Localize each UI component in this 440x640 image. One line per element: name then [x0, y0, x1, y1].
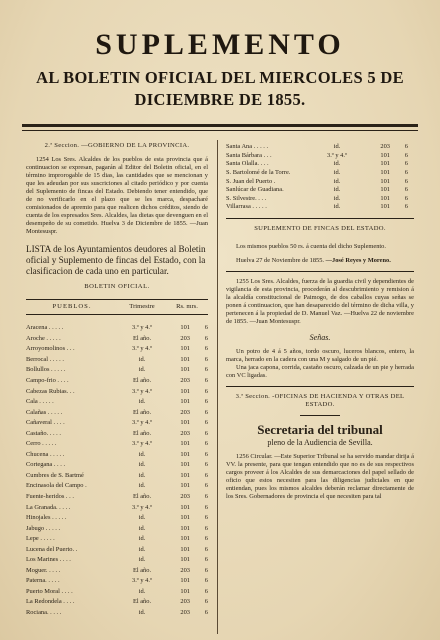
masthead-subtitle-line2: DICIEMBRE DE 1855. [134, 90, 306, 109]
cell-reales: 203 [180, 598, 190, 606]
cell-trimestre: El año. [132, 493, 152, 501]
cell-reales: 101 [180, 324, 190, 332]
senas-item-2: Una jaca capona, corrida, castaño oscuro, calzada de un pie y herrada con VC ligadas. [226, 363, 414, 379]
table-row [26, 471, 208, 482]
cell-reales: 203 [180, 493, 190, 501]
cell-trimestre: id. [138, 450, 146, 458]
cell-reales: 101 [380, 186, 390, 194]
cell-reales: 101 [180, 535, 190, 543]
cell-maravedis: 6 [204, 377, 208, 384]
cell-reales: 101 [380, 177, 390, 185]
cell-reales: 101 [180, 419, 190, 427]
cell-maravedis: 6 [404, 203, 408, 211]
table-row [26, 344, 208, 355]
table-row [26, 407, 208, 418]
cell-reales: 203 [380, 143, 390, 151]
cell-reales: 101 [180, 450, 190, 458]
cell-pueblo: Calañas . . . . . [26, 408, 63, 416]
cell-trimestre: id. [333, 203, 341, 211]
cell-pueblo: La Redondela . . . . [26, 598, 75, 606]
cell-pueblo: Sanlúcar de Guadiana. [226, 186, 284, 194]
cell-maravedis: 6 [404, 160, 408, 168]
fincas-header: SUPLEMENTO DE FINCAS DEL ESTADO. [254, 224, 386, 232]
cell-reales: 203 [180, 429, 190, 437]
table-row [26, 397, 208, 408]
cell-trimestre: 3.º y 4.º [327, 151, 347, 159]
cell-reales: 101 [180, 387, 190, 395]
cell-pueblo: Santa Olalla. . . . [226, 160, 269, 168]
cell-pueblo: Cumbres de S. Bartmé [26, 471, 84, 479]
col-head-reales: Rs. mrs. [176, 303, 198, 310]
cell-maravedis: 6 [204, 493, 208, 501]
cell-reales: 203 [180, 609, 190, 617]
cell-trimestre: id. [333, 186, 341, 194]
cell-pueblo: Bollullos . . . . . [26, 366, 66, 374]
divider [226, 386, 414, 387]
masthead [0, 0, 440, 110]
cell-pueblo: Los Marines . . . . [26, 556, 71, 564]
cell-pueblo: La Granada. . . . . [26, 503, 71, 511]
cell-maravedis: 6 [204, 450, 208, 458]
cell-reales: 101 [180, 524, 190, 532]
table-row [26, 376, 208, 387]
table-row [26, 323, 208, 334]
cell-reales: 101 [180, 366, 190, 374]
table-row [26, 597, 208, 608]
cell-trimestre: 3.º y 4.º [132, 577, 152, 585]
circular-1256: 1256 Circular. —Este Superior Tribunal se ha servido mandar dirija á VV. la presente, para que tengan entendido que no es de sus respectivos cargos proveer á los Alcaldes de sus demarcaciones del papel sellado de oficio que estos necesiten para las diligencias judiciales en que entiendan, pues los mismos alcaldes deberán reclamar directamente de los Sres. Gobernadores de provincia el que necesiten para tal [226, 452, 414, 500]
cell-trimestre: 3.º y 4.º [132, 503, 152, 511]
cell-pueblo: Chucena . . . . . [26, 450, 65, 458]
cell-reales: 101 [180, 545, 190, 553]
table-row [226, 203, 414, 212]
cell-pueblo: Lucena del Puerto. . [26, 545, 78, 553]
cell-maravedis: 6 [404, 151, 408, 159]
cell-maravedis: 6 [204, 345, 208, 353]
cell-trimestre: 3.º y 4.º [132, 345, 152, 353]
cell-maravedis: 6 [204, 503, 208, 511]
masthead-rule-thin [22, 130, 418, 131]
lista-title: LISTA de los Ayuntamientos deudores al Boletin oficial y Suplemento de fincas del Estado, con la clasificacion de cada uno en particular. [26, 244, 206, 276]
cell-maravedis: 6 [204, 482, 208, 490]
secretaria-title: Secretaria del tribunal [257, 421, 383, 437]
cell-reales: 101 [380, 203, 390, 211]
cell-pueblo: Puerto Moral . . . . [26, 587, 73, 595]
fincas-signature [226, 257, 414, 265]
column-divider [217, 140, 218, 634]
table-row [26, 355, 208, 366]
right-column [226, 140, 414, 640]
section-header-gobierno: 2.ª Seccion. —GOBIERNO DE LA PROVINCIA. [44, 142, 190, 149]
cell-trimestre: id. [138, 535, 146, 543]
cell-maravedis: 6 [204, 535, 208, 543]
masthead-title: SUPLEMENTO [95, 28, 345, 61]
cell-reales: 101 [180, 471, 190, 479]
cell-pueblo: Moguer. . . . . [26, 566, 61, 574]
cell-pueblo: Berrocal . . . . . [26, 355, 64, 363]
table-row [26, 492, 208, 503]
table-row [26, 576, 208, 587]
cell-reales: 101 [180, 577, 190, 585]
cell-reales: 101 [380, 151, 390, 159]
cell-maravedis: 6 [404, 177, 408, 185]
cell-maravedis: 6 [204, 408, 208, 416]
cell-reales: 203 [180, 566, 190, 574]
notice-1255: 1255 Los Sres. Alcaldes, fuerza de la guardia civil y dependientes de vigilancia de esta provincia, procederán al descubrimiento y remision á la alcaldía constitucional de Paimogo, de dos caballos cuyas señas se ponen á continuacion, que han desaparecido del término de dicha villa, y pertenecen á la propiedad de D. Manuel Vaz. —Huelva 22 de noviembre de 1855. —Juan Montesuspr. [226, 277, 414, 325]
table-row [226, 143, 414, 152]
cell-pueblo: Villarrasa . . . . . [226, 203, 267, 211]
cell-maravedis: 6 [204, 598, 208, 606]
cell-maravedis: 6 [204, 355, 208, 363]
cell-reales: 101 [180, 514, 190, 522]
col-head-trimestre: Trimestre [129, 303, 155, 310]
cell-reales: 101 [180, 556, 190, 564]
cell-reales: 101 [180, 461, 190, 469]
cell-trimestre: id. [138, 609, 146, 617]
cell-maravedis: 6 [204, 587, 208, 595]
senas-item-1: Un potro de 4 á 5 años, tordo oscuro, luceros blancos, entero, la marca, herrado en la cadera con una M y salgado de un pié. [226, 347, 414, 363]
cell-pueblo: Arroyomolinos . . . [26, 345, 75, 353]
cell-maravedis: 6 [204, 398, 208, 406]
cell-pueblo: Cabezas Rubias. . . [26, 387, 75, 395]
cell-trimestre: id. [138, 355, 146, 363]
cell-pueblo: Cortegana . . . . [26, 461, 66, 469]
cell-reales: 101 [180, 398, 190, 406]
table-row [26, 428, 208, 439]
cell-trimestre: id. [138, 545, 146, 553]
cell-trimestre: id. [333, 143, 341, 151]
table-row [26, 513, 208, 524]
table-row [26, 544, 208, 555]
section3-header: 3.ª Seccion. -OFICINAS DE HACIENDA Y OTRAS DEL ESTADO. [235, 392, 405, 408]
cell-pueblo: Hinojales . . . . . [26, 514, 67, 522]
cell-maravedis: 6 [204, 545, 208, 553]
masthead-subtitle-line1: AL BOLETIN OFICIAL DEL MIERCOLES 5 DE [36, 68, 404, 87]
cell-maravedis: 6 [204, 440, 208, 448]
table-header [26, 299, 208, 315]
cell-reales: 101 [180, 587, 190, 595]
cell-trimestre: id. [138, 482, 146, 490]
cell-reales: 101 [180, 503, 190, 511]
fincas-sign-text: Huelva 27 de Noviembre de 1855. [236, 256, 325, 264]
fincas-text: Los mismos pueblos 50 rs. á cuenta del dicho Suplemento. [236, 242, 386, 250]
secretaria-subtitle: pleno de la Audiencia de Sevilla. [267, 437, 373, 447]
table-row [226, 186, 414, 195]
notice-1254: 1254 Los Sres. Alcaldes de los pueblos de esta provincia que á continuacion se expresan, pagarán al Editor del Boletin oficial, en el término improrogable de 15 dias, las cantidades que se mencionan y que les adeudan por sus suscriciones al citado periódico y por cuenta del Suplemento de fincas del Estado. Debiendo tener entendido, que de no verificarlo en el plazo que se les marca, despacharé comisionados de apremio para que realicen dichos créditos, siendo de cuenta de los espresados Sres. Alcaldes, las dietas que devenguen en el desempeño de su cometido. Huelva 3 de Diciembre de 1855. —Juan Montesuspr. [26, 156, 208, 235]
table-row [26, 608, 208, 619]
cell-maravedis: 6 [204, 566, 208, 574]
cell-trimestre: El año. [132, 566, 152, 574]
cell-pueblo: Campo-frio . . . . [26, 377, 69, 384]
cell-pueblo: Encinasola del Campo . [26, 482, 87, 490]
table-row [26, 386, 208, 397]
cell-pueblo: Paterna. . . . . [26, 577, 60, 585]
table-row [226, 169, 414, 178]
cell-maravedis: 6 [204, 461, 208, 469]
table-row [26, 587, 208, 598]
masthead-rule-thick [22, 124, 418, 127]
cell-reales: 203 [180, 377, 190, 384]
cell-maravedis: 6 [404, 143, 408, 151]
cell-reales: 101 [380, 169, 390, 177]
table-row [26, 334, 208, 345]
cell-pueblo: Cañaveral . . . . [26, 419, 65, 427]
cell-maravedis: 6 [204, 324, 208, 332]
cell-maravedis: 6 [204, 387, 208, 395]
table-row [226, 152, 414, 161]
divider [226, 218, 414, 219]
cell-pueblo: Jabugo . . . . . [26, 524, 61, 532]
cell-maravedis: 6 [204, 524, 208, 532]
cell-maravedis: 6 [404, 169, 408, 177]
cell-maravedis: 6 [204, 366, 208, 374]
cell-pueblo: S. Silvestre. . . . [226, 194, 267, 202]
col-head-pueblos: PUEBLOS. [52, 303, 92, 310]
cell-maravedis: 6 [404, 186, 408, 194]
left-column [26, 140, 208, 640]
cell-reales: 101 [180, 482, 190, 490]
cell-trimestre: id. [138, 514, 146, 522]
divider-short [300, 415, 340, 416]
table-row [226, 160, 414, 169]
table-row [26, 555, 208, 566]
cell-maravedis: 6 [204, 429, 208, 437]
divider [226, 271, 414, 272]
cell-reales: 101 [180, 355, 190, 363]
cell-pueblo: Santa Bárbara . . . [226, 151, 272, 159]
cell-maravedis: 6 [204, 514, 208, 522]
fincas-sign-name: —José Reyes y Moreno. [325, 256, 391, 264]
cell-trimestre: id. [138, 461, 146, 469]
table-row [26, 418, 208, 429]
cell-trimestre: id. [333, 169, 341, 177]
senas-title: Señas. [309, 332, 331, 342]
cell-pueblo: Cerro . . . . . [26, 440, 57, 448]
cell-trimestre: id. [138, 524, 146, 532]
table-row [26, 523, 208, 534]
cell-pueblo: S. Juan del Puerto . [226, 177, 276, 185]
table-row [26, 450, 208, 461]
cell-pueblo: Castaño. . . . . [26, 429, 61, 437]
cell-pueblo: Santa Ana . . . . . [226, 143, 269, 151]
cell-trimestre: 3.º y 4.º [132, 419, 152, 427]
cell-trimestre: El año. [132, 408, 152, 416]
table-row [226, 177, 414, 186]
cell-trimestre: id. [333, 177, 341, 185]
table-row [26, 460, 208, 471]
table-row [26, 502, 208, 513]
cell-pueblo: Lepe . . . . . [26, 535, 55, 543]
table-caption: BOLETIN OFICIAL. [84, 283, 150, 290]
table-row [26, 439, 208, 450]
cell-reales: 203 [180, 334, 190, 342]
cell-maravedis: 6 [204, 471, 208, 479]
cell-maravedis: 6 [204, 556, 208, 564]
table-row [26, 566, 208, 577]
cell-trimestre: id. [138, 398, 146, 406]
cell-trimestre: id. [138, 587, 146, 595]
debtors-table-continued [226, 143, 414, 212]
table-row [26, 534, 208, 545]
cell-pueblo: Fuente-heridos . . . [26, 493, 74, 501]
cell-maravedis: 6 [204, 577, 208, 585]
cell-trimestre: id. [138, 556, 146, 564]
table-row [26, 365, 208, 376]
cell-reales: 101 [380, 160, 390, 168]
cell-pueblo: S. Bartolomé de la Torre. [226, 169, 291, 177]
cell-trimestre: id. [333, 194, 341, 202]
debtors-table [26, 323, 208, 618]
cell-pueblo: Rociana. . . . . [26, 609, 62, 617]
cell-trimestre: 3.º y 4.º [132, 387, 152, 395]
cell-maravedis: 6 [204, 609, 208, 617]
cell-pueblo: Aroche . . . . . [26, 334, 61, 342]
cell-reales: 101 [380, 194, 390, 202]
cell-reales: 203 [180, 408, 190, 416]
cell-maravedis: 6 [404, 194, 408, 202]
cell-reales: 101 [180, 440, 190, 448]
cell-pueblo: Aracena . . . . . [26, 324, 64, 332]
table-row [26, 481, 208, 492]
cell-pueblo: Cala . . . . . [26, 398, 54, 406]
cell-trimestre: 3.º y 4.º [132, 440, 152, 448]
cell-trimestre: El año. [132, 598, 152, 606]
cell-trimestre: El año. [132, 334, 152, 342]
cell-trimestre: id. [138, 471, 146, 479]
cell-maravedis: 6 [204, 334, 208, 342]
cell-trimestre: El año. [132, 429, 152, 437]
cell-trimestre: 3.º y 4.º [132, 324, 152, 332]
cell-reales: 101 [180, 345, 190, 353]
cell-maravedis: 6 [204, 419, 208, 427]
table-row [226, 195, 414, 204]
cell-trimestre: El año. [132, 377, 152, 384]
cell-trimestre: id. [138, 366, 146, 374]
cell-trimestre: id. [333, 160, 341, 168]
